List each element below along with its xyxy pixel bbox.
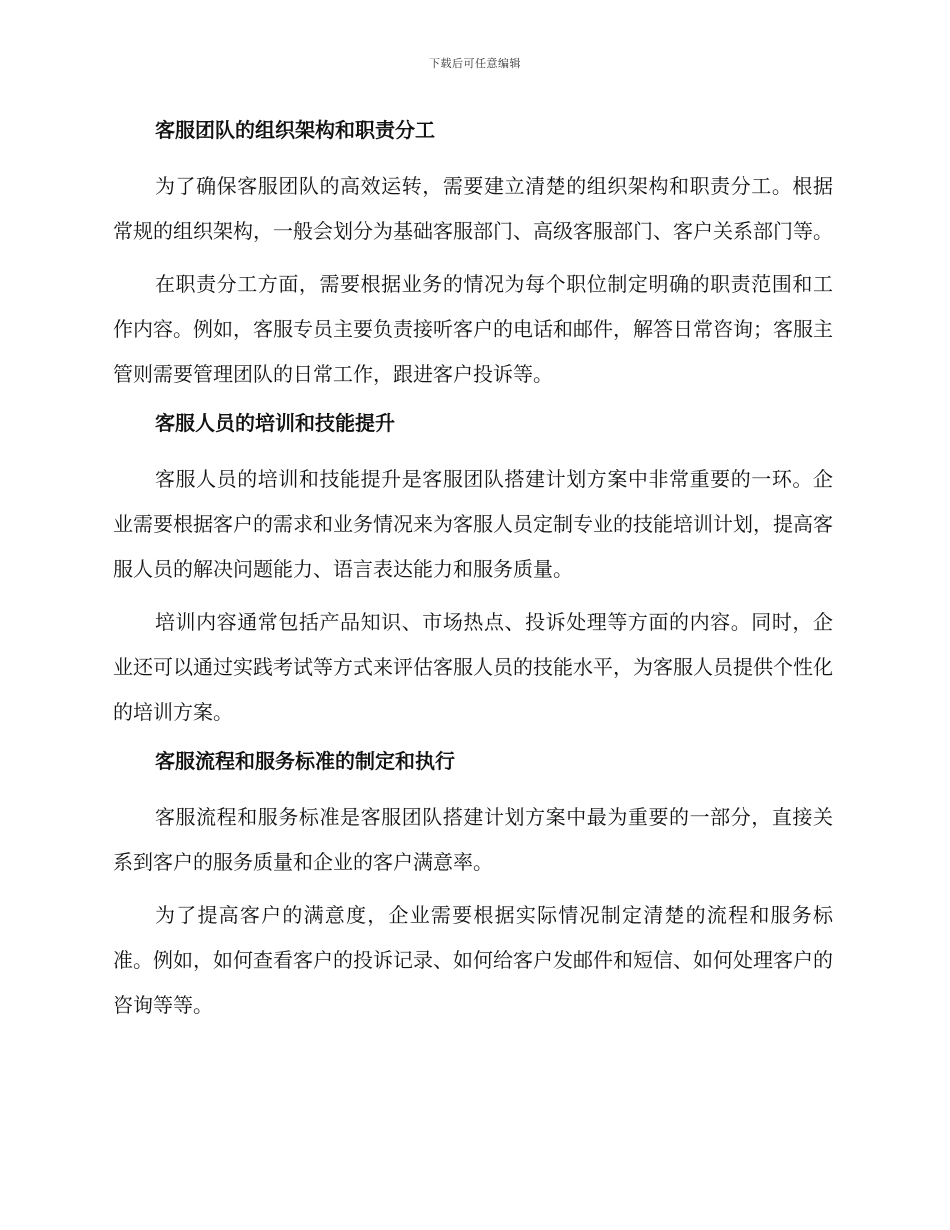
paragraph: 在职责分工方面，需要根据业务的情况为每个职位制定明确的职责范围和工作内容。例如，客服专员主要负责接听客户的电话和邮件，解答日常咨询；客服主管则需要管理团队的日常工作，跟进客户投诉等。: [113, 272, 833, 386]
paragraph: 客服人员的培训和技能提升是客服团队搭建计划方案中非常重要的一环。企业需要根据客户的需求和业务情况来为客服人员定制专业的技能培训计划，提高客服人员的解决问题能力、语言表达能力和服务质量。: [113, 467, 833, 581]
section-heading: 客服人员的培训和技能提升: [155, 411, 395, 435]
section-heading: 客服流程和服务标准的制定和执行: [155, 749, 455, 773]
section-training: [113, 405, 833, 735]
paragraph: 培训内容通常包括产品知识、市场热点、投诉处理等方面的内容。同时，企业还可以通过实践考试等方式来评估客服人员的技能水平，为客服人员提供个性化的培训方案。: [113, 610, 833, 724]
section-process-standards: [113, 743, 833, 1028]
paragraph: 为了提高客户的满意度，企业需要根据实际情况制定清楚的流程和服务标准。例如，如何查看客户的投诉记录、如何给客户发邮件和短信、如何处理客户的咨询等等。: [113, 903, 833, 1017]
section-heading: 客服团队的组织架构和职责分工: [155, 118, 435, 142]
header-note: 下载后可任意编辑: [429, 57, 521, 70]
section-org-structure: [113, 112, 833, 397]
document-body: [113, 112, 833, 1036]
paragraph: 为了确保客服团队的高效运转，需要建立清楚的组织架构和职责分工。根据常规的组织架构，一般会划分为基础客服部门、高级客服部门、客户关系部门等。: [113, 174, 833, 243]
paragraph: 客服流程和服务标准是客服团队搭建计划方案中最为重要的一部分，直接关系到客户的服务质量和企业的客户满意率。: [113, 805, 833, 874]
